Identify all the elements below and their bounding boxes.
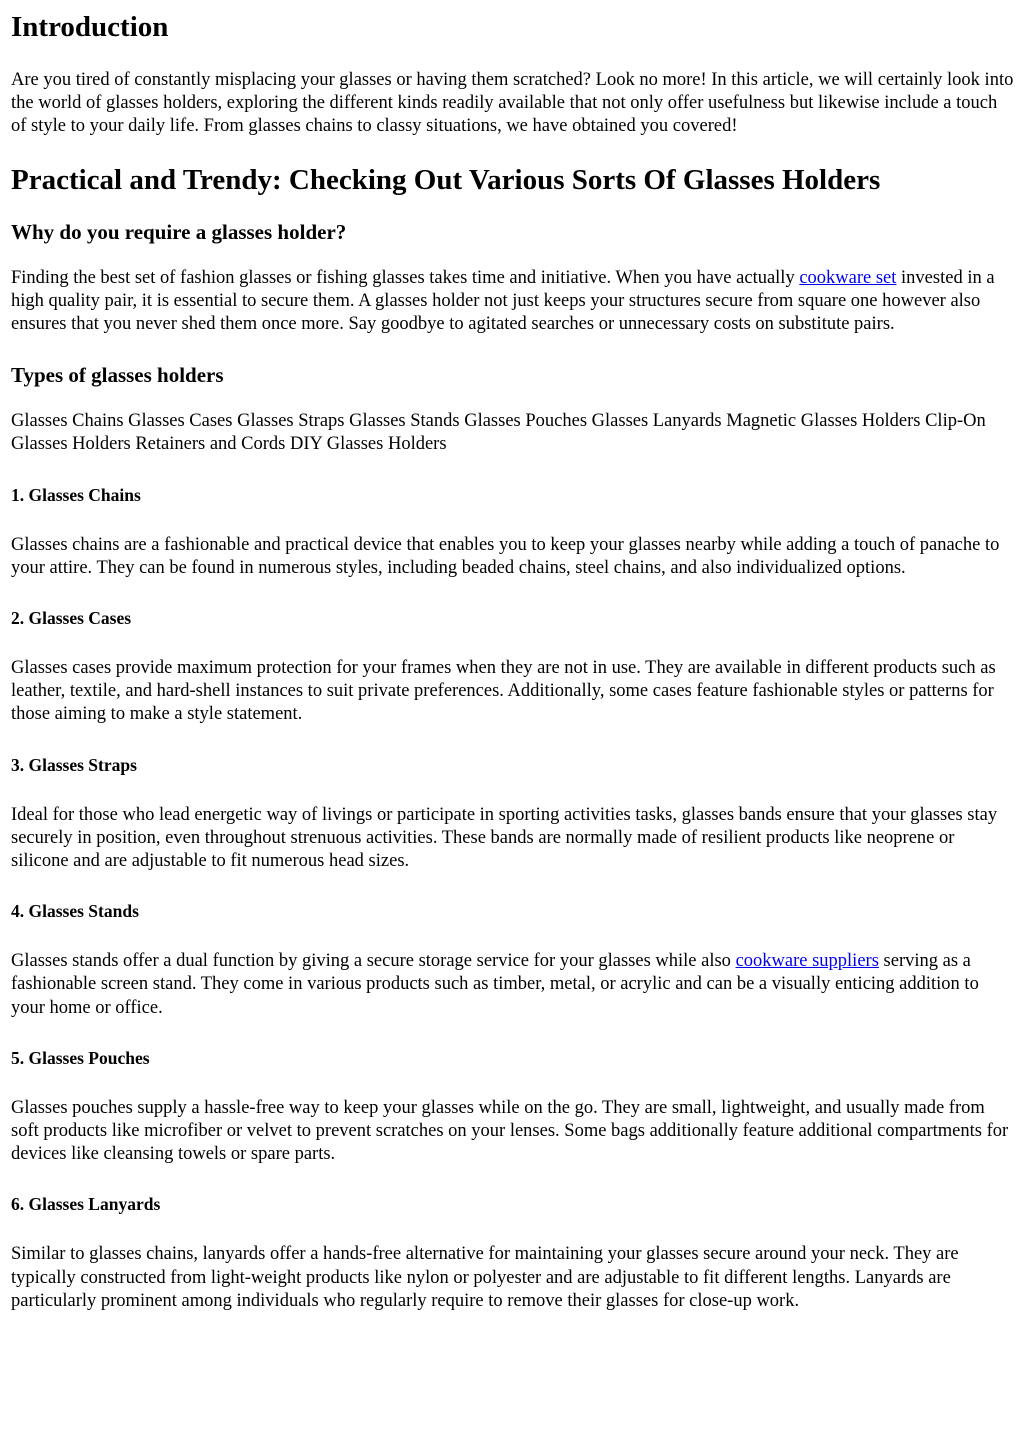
types-list-text: Glasses Chains Glasses Cases Glasses Straps Glasses Stands Glasses Pouches Glasses Lanyards Magnetic Glasses Holders Clip-On Glasses Holders Retainers and Cords DIY Glasses Holders	[11, 411, 986, 455]
lanyards-heading: 6. Glasses Lanyards	[11, 1194, 161, 1215]
pouches-paragraph: Glasses pouches supply a hassle-free way to keep your glasses while on the go. They are small, lightweight, and usually made from soft products like microfiber or velvet to prevent scratches on your lenses. Some bags additionally feature additional compartments for devices like cleansing towels or spare parts.	[11, 1097, 1009, 1165]
cases-heading: 2. Glasses Cases	[11, 608, 132, 629]
cookware-set-link[interactable]: cookware set	[799, 267, 897, 288]
pouches-heading: 5. Glasses Pouches	[11, 1047, 150, 1068]
why-text-before-link: Finding the best set of fashion glasses or fishing glasses takes time and initiative. When you have actually	[11, 267, 800, 288]
stands-text-before-link: Glasses stands offer a dual function by giving a secure storage service for your glasses while also	[11, 951, 736, 972]
intro-title: Introduction	[11, 11, 169, 43]
stands-heading: 4. Glasses Stands	[11, 901, 139, 922]
chains-heading: 1. Glasses Chains	[11, 484, 141, 505]
main-title: Practical and Trendy: Checking Out Various Sorts Of Glasses Holders	[11, 163, 881, 196]
cases-paragraph: Glasses cases provide maximum protection for your frames when they are not in use. They are available in different products such as leather, textile, and hard-shell instances to suit private preferences. Additionally, some cases feature fashionable styles or patterns for those aiming to make a style statement.	[11, 658, 996, 725]
stands-paragraph	[11, 950, 1014, 1020]
chains-paragraph: Glasses chains are a fashionable and practical device that enables you to keep your glasses nearby while adding a touch of panache to your attire. They can be found in numerous styles, including beaded chains, steel chains, and also individualized options.	[11, 534, 1000, 578]
intro-paragraph: Are you tired of constantly misplacing your glasses or having them scratched? Look no more! In this article, we will certainly look into the world of glasses holders, exploring the different kinds readily available that not only offer usefulness but likewise include a touch of style to your daily life. From glasses chains to classy situations, we have obtained you covered!	[11, 70, 1014, 137]
why-text-after-link: invested in a high quality pair, it is essential to secure them. A glasses holder not just keeps your structures secure from square one however also ensures that you never shed them once more. Say goodbye to agitated searches or unnecessary costs on substitute pairs.	[11, 267, 995, 335]
types-heading: Types of glasses holders	[11, 363, 224, 388]
stands-text-after-link: serving as a fashionable screen stand. They come in various products such as timber, metal, or acrylic and can be a visually enticing addition to your home or office.	[11, 951, 979, 1018]
cookware-suppliers-link[interactable]: cookware suppliers	[735, 951, 879, 972]
lanyards-paragraph: Similar to glasses chains, lanyards offer a hands-free alternative for maintaining your glasses secure around your neck. They are typically constructed from light-weight products like nylon or polyester and are adjustable to fit different lengths. Lanyards are particularly prominent among individuals who regularly require to remove their glasses for close-up work.	[11, 1244, 959, 1311]
why-paragraph	[11, 267, 1014, 337]
straps-paragraph: Ideal for those who lead energetic way of livings or participate in sporting activities tasks, glasses bands ensure that your glasses stay securely in position, even throughout strenuous activities. These bands are normally made of resilient products like neoprene or silicone and are adjustable to fit numerous head sizes.	[11, 804, 998, 872]
straps-heading: 3. Glasses Straps	[11, 754, 137, 775]
why-heading: Why do you require a glasses holder?	[11, 219, 347, 244]
